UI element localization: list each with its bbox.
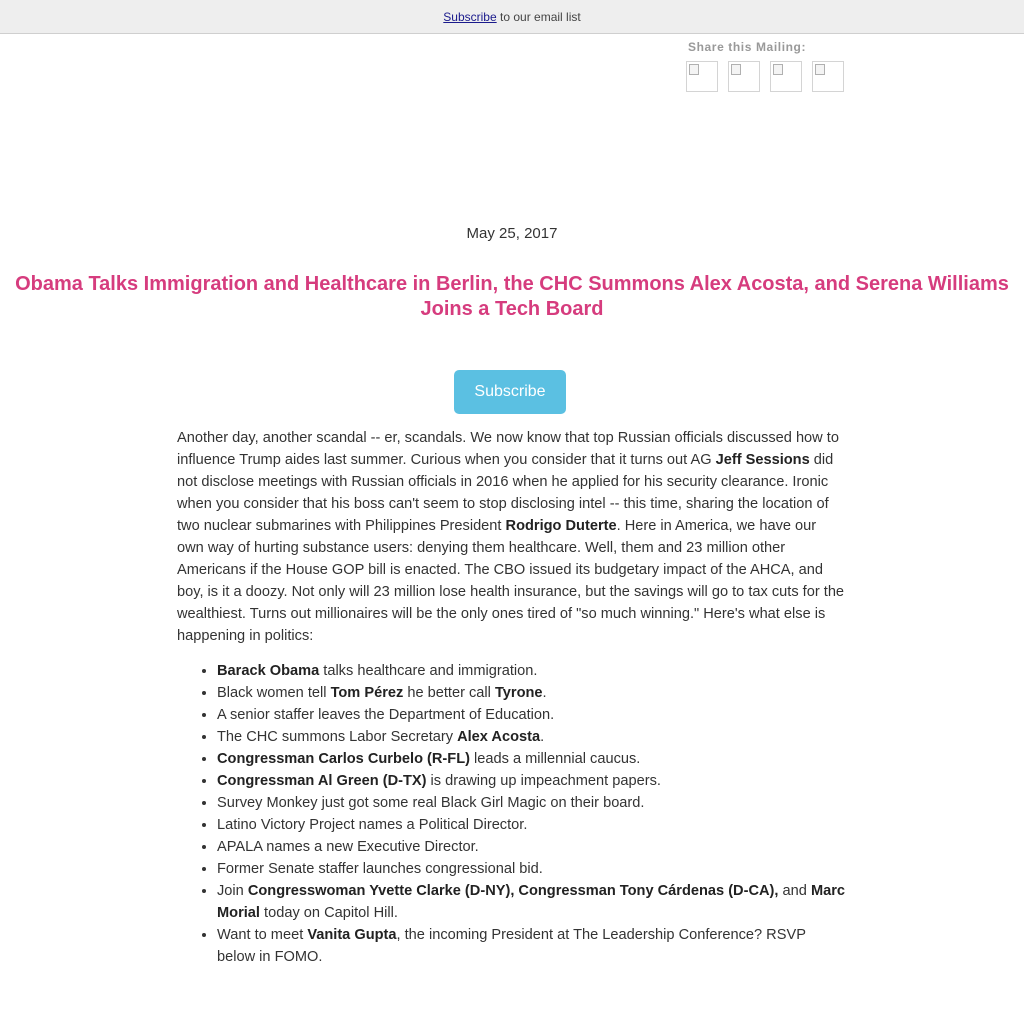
share-label: Share this Mailing: <box>688 40 807 54</box>
item-bold: Alex Acosta <box>457 729 541 745</box>
twitter-icon[interactable] <box>728 61 760 92</box>
item-text: he better call <box>403 685 495 701</box>
list-item <box>217 814 845 836</box>
list-item <box>217 748 845 770</box>
list-item <box>217 792 845 814</box>
item-text: Want to meet <box>217 927 308 943</box>
item-text: APALA names a new Executive Director. <box>217 839 479 855</box>
item-text: . <box>542 685 547 701</box>
item-text: Survey Monkey just got some real Black Girl Magic on their board. <box>217 795 645 811</box>
subscribe-bar-text: to our email list <box>496 10 581 24</box>
intro-text: did not disclose meetings with Russian officials in 2016 when he applied for his security clearance. Ironic when you consider that his boss can't seem to stop disclosing intel -- this time, sharing the location of two nuclear submarines with Philippines President <box>177 452 834 534</box>
list-item <box>217 924 845 968</box>
item-text: and <box>778 883 811 899</box>
item-text: talks healthcare and immigration. <box>319 663 538 679</box>
intro-name: Jeff Sessions <box>715 452 810 468</box>
facebook-icon[interactable] <box>686 61 718 92</box>
item-bold: Barack Obama <box>217 663 320 679</box>
intro-text: Another day, another scandal -- er, scandals. We now know that top Russian officials discussed how to influence Trump aides last summer. Curious when you consider that it turns out AG <box>177 430 839 468</box>
article-body <box>177 427 845 968</box>
list-item <box>217 682 845 704</box>
item-text: A senior staffer leaves the Department of Education. <box>217 707 555 723</box>
list-item <box>217 770 845 792</box>
email-icon[interactable] <box>812 61 844 92</box>
item-bold: Tyrone <box>494 685 543 701</box>
item-bold: Vanita Gupta <box>307 927 397 943</box>
subscribe-bar <box>0 0 1024 34</box>
share-icons <box>686 61 886 92</box>
item-text: today on Capitol Hill. <box>259 905 398 921</box>
list-item <box>217 704 845 726</box>
linkedin-icon[interactable] <box>770 61 802 92</box>
item-bold: Congressman Carlos Curbelo (R-FL) <box>217 751 470 767</box>
intro-name: Rodrigo Duterte <box>505 518 617 534</box>
list-item <box>217 726 845 748</box>
item-text: Former Senate staffer launches congressional bid. <box>217 861 543 877</box>
item-text: . <box>540 729 545 745</box>
item-text: Latino Victory Project names a Political Director. <box>217 817 528 833</box>
intro-text: . Here in America, we have our own way of hurting substance users: denying them healthcare. Well, them and 23 million other Americans if the House GOP bill is enacted. The CBO issued its budgetary impact of the AHCA, and boy, is it a doozy. Not only will 23 million lose health insurance, but the savings will go to tax cuts for the wealthiest. Turns out millionaires will be the only ones tired of "so much winning." Here's what else is happening in politics: <box>177 518 845 644</box>
list-item <box>217 858 845 880</box>
item-text: is drawing up impeachment papers. <box>426 773 661 789</box>
list-item <box>217 880 845 924</box>
item-text: The CHC summons Labor Secretary <box>217 729 458 745</box>
subscribe-button[interactable]: Subscribe <box>454 370 566 414</box>
item-bold: Congressman Al Green (D-TX) <box>217 773 427 789</box>
item-text: Black women tell <box>217 685 331 701</box>
share-panel <box>686 40 886 92</box>
mailing-date: May 25, 2017 <box>466 225 558 242</box>
item-bold: Marc Morial <box>217 883 846 921</box>
headline: Obama Talks Immigration and Healthcare in Berlin, the CHC Summons Alex Acosta, and Serena Williams Joins a Tech Board <box>15 273 1009 320</box>
item-text: leads a millennial caucus. <box>469 751 641 767</box>
item-text: , the incoming President at The Leadership Conference? RSVP below in FOMO. <box>217 927 806 965</box>
item-bold: Congresswoman Yvette Clarke (D-NY), Congressman Tony Cárdenas (D-CA), <box>247 883 779 899</box>
list-item <box>217 836 845 858</box>
list-item <box>217 660 845 682</box>
item-text: Join <box>217 883 248 899</box>
intro-paragraph <box>177 427 845 647</box>
subscribe-link[interactable]: Subscribe <box>443 10 497 24</box>
item-bold: Tom Pérez <box>330 685 404 701</box>
news-list <box>177 660 845 968</box>
